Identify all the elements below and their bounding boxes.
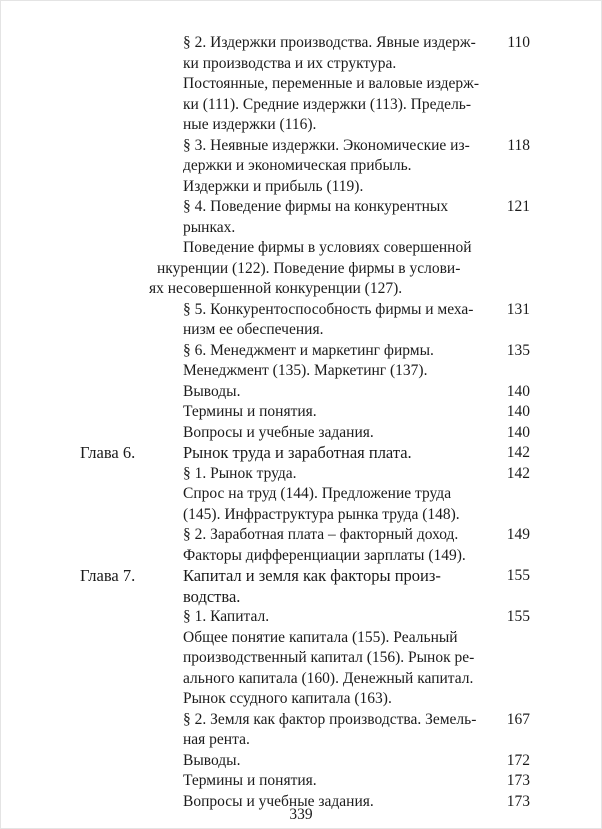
entry-lines bbox=[183, 484, 486, 525]
folio-page-number: 339 bbox=[289, 806, 313, 823]
toc-line: ки производства и их структура. bbox=[183, 54, 397, 72]
toc-entry bbox=[80, 423, 530, 444]
entry-lines bbox=[183, 546, 486, 567]
entry-lines bbox=[149, 238, 486, 300]
entry-lines bbox=[183, 607, 486, 628]
entry-page-number: 140 bbox=[506, 382, 530, 400]
chapter-label: Глава 7. bbox=[80, 566, 136, 585]
entry-page-number: 173 bbox=[506, 772, 530, 789]
entry-lines bbox=[183, 771, 486, 792]
entry-page-number: 131 bbox=[506, 300, 530, 318]
toc-entry bbox=[80, 136, 530, 177]
toc-line: ная рента. bbox=[183, 731, 250, 748]
entry-lines bbox=[183, 464, 486, 485]
toc-entry bbox=[80, 238, 530, 300]
entry-lines bbox=[183, 361, 486, 382]
toc-entry bbox=[80, 361, 530, 382]
toc-line: Термины и понятия. bbox=[183, 403, 317, 420]
entry-lines bbox=[183, 423, 486, 444]
toc-line: рынках. bbox=[183, 218, 236, 236]
entry-page-number: 142 bbox=[506, 444, 530, 461]
entry-page-number: 140 bbox=[506, 423, 530, 441]
toc-entry bbox=[80, 177, 530, 198]
toc-entry bbox=[80, 751, 530, 772]
entry-page-number: 121 bbox=[506, 198, 530, 215]
toc-entry bbox=[80, 300, 530, 341]
entry-page-number: 172 bbox=[506, 751, 530, 769]
entry-lines bbox=[183, 300, 486, 341]
toc-line: Вопросы и учебные задания. bbox=[183, 792, 374, 810]
toc-entry bbox=[80, 341, 530, 362]
toc-line: § 6. Менеджмент и маркетинг фирмы. bbox=[183, 341, 434, 359]
toc-line: § 2. Земля как фактор производства. Земель- bbox=[183, 710, 477, 728]
toc-entry bbox=[80, 566, 530, 607]
toc-line: Капитал и земля как факторы произ- bbox=[183, 566, 441, 585]
entry-lines bbox=[183, 443, 486, 464]
entry-page-number: 167 bbox=[506, 710, 530, 728]
toc-line: Менеджмент (135). Маркетинг (137). bbox=[183, 362, 428, 379]
entry-lines bbox=[183, 566, 486, 607]
entry-lines bbox=[183, 751, 486, 772]
entry-lines bbox=[183, 710, 486, 751]
entry-page-number: 142 bbox=[506, 464, 530, 482]
toc-entry bbox=[80, 33, 530, 74]
entry-lines bbox=[183, 136, 486, 177]
toc-entry bbox=[80, 197, 530, 238]
entry-lines bbox=[183, 341, 486, 362]
toc-entry bbox=[80, 443, 530, 464]
entry-page-number: 118 bbox=[507, 136, 530, 154]
entry-lines bbox=[183, 74, 486, 136]
entry-page-number: 135 bbox=[506, 341, 530, 359]
entry-page-number: 155 bbox=[506, 567, 530, 584]
entry-lines bbox=[183, 402, 486, 423]
toc-entry bbox=[80, 464, 530, 485]
entry-page-number: 149 bbox=[506, 526, 530, 543]
toc-entry bbox=[80, 628, 530, 710]
toc-entry bbox=[80, 525, 530, 546]
toc-line: держки и экономическая прибыль. bbox=[183, 157, 412, 174]
entry-page-number: 173 bbox=[506, 792, 530, 810]
toc-line: Факторы дифференциации зарплаты (149). bbox=[183, 546, 466, 564]
toc-entry bbox=[80, 402, 530, 423]
toc-entry bbox=[80, 484, 530, 525]
entry-page-number: 155 bbox=[506, 608, 530, 625]
toc-list bbox=[80, 33, 530, 812]
toc-line: Рынок ссудного капитала (163). bbox=[183, 690, 392, 707]
toc-line: водства. bbox=[183, 586, 241, 606]
toc-line: Общее понятие капитала (155). Реальный bbox=[183, 628, 458, 646]
toc-line: Издержки и прибыль (119). bbox=[183, 177, 364, 195]
toc-line: Термины и понятия. bbox=[183, 772, 317, 789]
toc-line: § 3. Неявные издержки. Экономические из- bbox=[183, 136, 470, 154]
toc-entry bbox=[80, 710, 530, 751]
entry-lines bbox=[183, 197, 486, 238]
toc-line: (145). Инфраструктура рынка труда (148). bbox=[183, 505, 460, 523]
chapter-label: Глава 6. bbox=[80, 443, 136, 462]
toc-line: ях несовершенной конкуренции (127). bbox=[149, 280, 403, 297]
entry-lines bbox=[183, 382, 486, 403]
entry-page-number: 110 bbox=[507, 34, 530, 51]
toc-line: ные издержки (116). bbox=[183, 116, 317, 133]
toc-line: низм ее обеспечения. bbox=[183, 321, 324, 338]
toc-entry bbox=[80, 546, 530, 567]
toc-line: Спрос на труд (144). Предложение труда bbox=[183, 485, 452, 502]
toc-line: § 1. Капитал. bbox=[183, 608, 270, 625]
entry-page-number: 140 bbox=[506, 403, 530, 420]
toc-line: § 2. Заработная плата – факторный доход. bbox=[183, 526, 459, 543]
page-footer bbox=[0, 805, 602, 825]
toc-line: ки (111). Средние издержки (113). Предель- bbox=[183, 95, 472, 113]
entry-lines bbox=[183, 628, 486, 710]
toc-line: ального капитала (160). Денежный капитал. bbox=[183, 669, 474, 687]
entry-lines bbox=[183, 33, 486, 74]
toc-line: Поведение фирмы в условиях совершенной bbox=[183, 239, 472, 256]
toc-line: Рынок труда и заработная плата. bbox=[183, 443, 412, 462]
entry-lines bbox=[183, 525, 486, 546]
toc-entry bbox=[80, 771, 530, 792]
toc-line: Выводы. bbox=[183, 382, 241, 400]
toc-line: § 2. Издержки производства. Явные издерж- bbox=[183, 34, 476, 51]
toc-line: производственный капитал (156). Рынок ре- bbox=[183, 649, 475, 666]
toc-line: нкуренции (122). Поведение фирмы в услови- bbox=[157, 259, 461, 277]
toc-line: § 1. Рынок труда. bbox=[183, 464, 297, 482]
toc-entry bbox=[80, 74, 530, 136]
toc-line: Вопросы и учебные задания. bbox=[183, 423, 374, 441]
toc-line: Выводы. bbox=[183, 751, 241, 769]
toc-line: § 4. Поведение фирмы на конкурентных bbox=[183, 198, 449, 215]
toc-entry bbox=[80, 607, 530, 628]
toc-line: § 5. Конкурентоспособность фирмы и меха- bbox=[183, 300, 474, 318]
toc-entry bbox=[80, 382, 530, 403]
entry-lines bbox=[183, 177, 486, 198]
toc-line: Постоянные, переменные и валовые издерж- bbox=[183, 75, 480, 92]
